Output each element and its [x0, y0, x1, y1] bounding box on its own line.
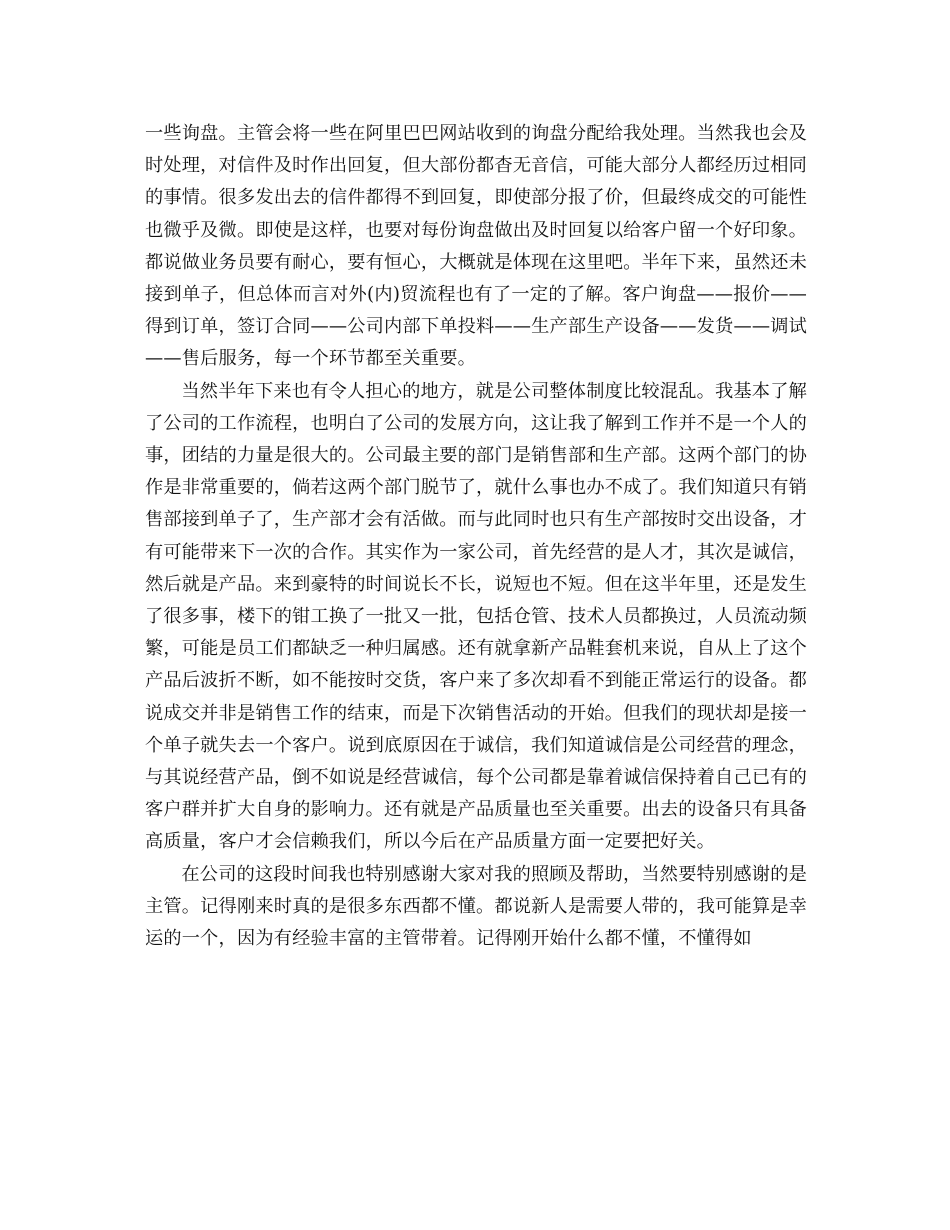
- paragraph-company-concerns: 当然半年下来也有令人担心的地方，就是公司整体制度比较混乱。我基本了解了公司的工作流程，也明白了公司的发展方向，这让我了解到工作并不是一个人的事，团结的力量是很大的。公司最主要的部门是销售部和生产部。这两个部门的协作是非常重要的，倘若这两个部门脱节了，就什么事也办不成了。我们知道只有销售部接到单子了，生产部才会有活做。而与此同时也只有生产部按时交出设备，才有可能带来下一次的合作。其实作为一家公司，首先经营的是人才，其次是诚信，然后就是产品。来到豪特的时间说长不长，说短也不短。但在这半年里，还是发生了很多事，楼下的钳工换了一批又一批，包括仓管、技术人员都换过，人员流动频繁，可能是员工们都缺乏一种归属感。还有就拿新产品鞋套机来说，自从上了这个产品后波折不断，如不能按时交货，客户来了多次却看不到能正常运行的设备。都说成交并非是销售工作的结束，而是下次销售活动的开始。但我们的现状却是接一个单子就失去一个客户。说到底原因在于诚信，我们知道诚信是公司经营的理念，与其说经营产品，倒不如说是经营诚信，每个公司都是靠着诚信保持着自己已有的客户群并扩大自身的影响力。还有就是产品质量也至关重要。出去的设备只有具备高质量，客户才会信赖我们，所以今后在产品质量方面一定要把好关。: [145, 380, 807, 853]
- paragraph-inquiry-handling: 一些询盘。主管会将一些在阿里巴巴网站收到的询盘分配给我处理。当然我也会及时处理，对信件及时作出回复，但大部份都杳无音信，可能大部分人都经历过相同的事情。很多发出去的信件都得不到回复，即使部分报了价，但最终成交的可能性也微乎及微。即使是这样，也要对每份询盘做出及时回复以给客户留一个好印象。都说做业务员要有耐心，要有恒心，大概就是体现在这里吧。半年下来，虽然还未接到单子，但总体而言对外(内)贸流程也有了一定的了解。客户询盘——报价——得到订单，签订合同——公司内部下单投料——生产部生产设备——发货——调试——售后服务，每一个环节都至关重要。: [145, 123, 807, 370]
- body-text: [145, 118, 807, 955]
- paragraph-gratitude: 在公司的这段时间我也特别感谢大家对我的照顾及帮助，当然要特别感谢的是主管。记得刚来时真的是很多东西都不懂。都说新人是需要人带的，我可能算是幸运的一个，因为有经验丰富的主管带着。记得刚开始什么都不懂，不懂得如: [145, 863, 807, 950]
